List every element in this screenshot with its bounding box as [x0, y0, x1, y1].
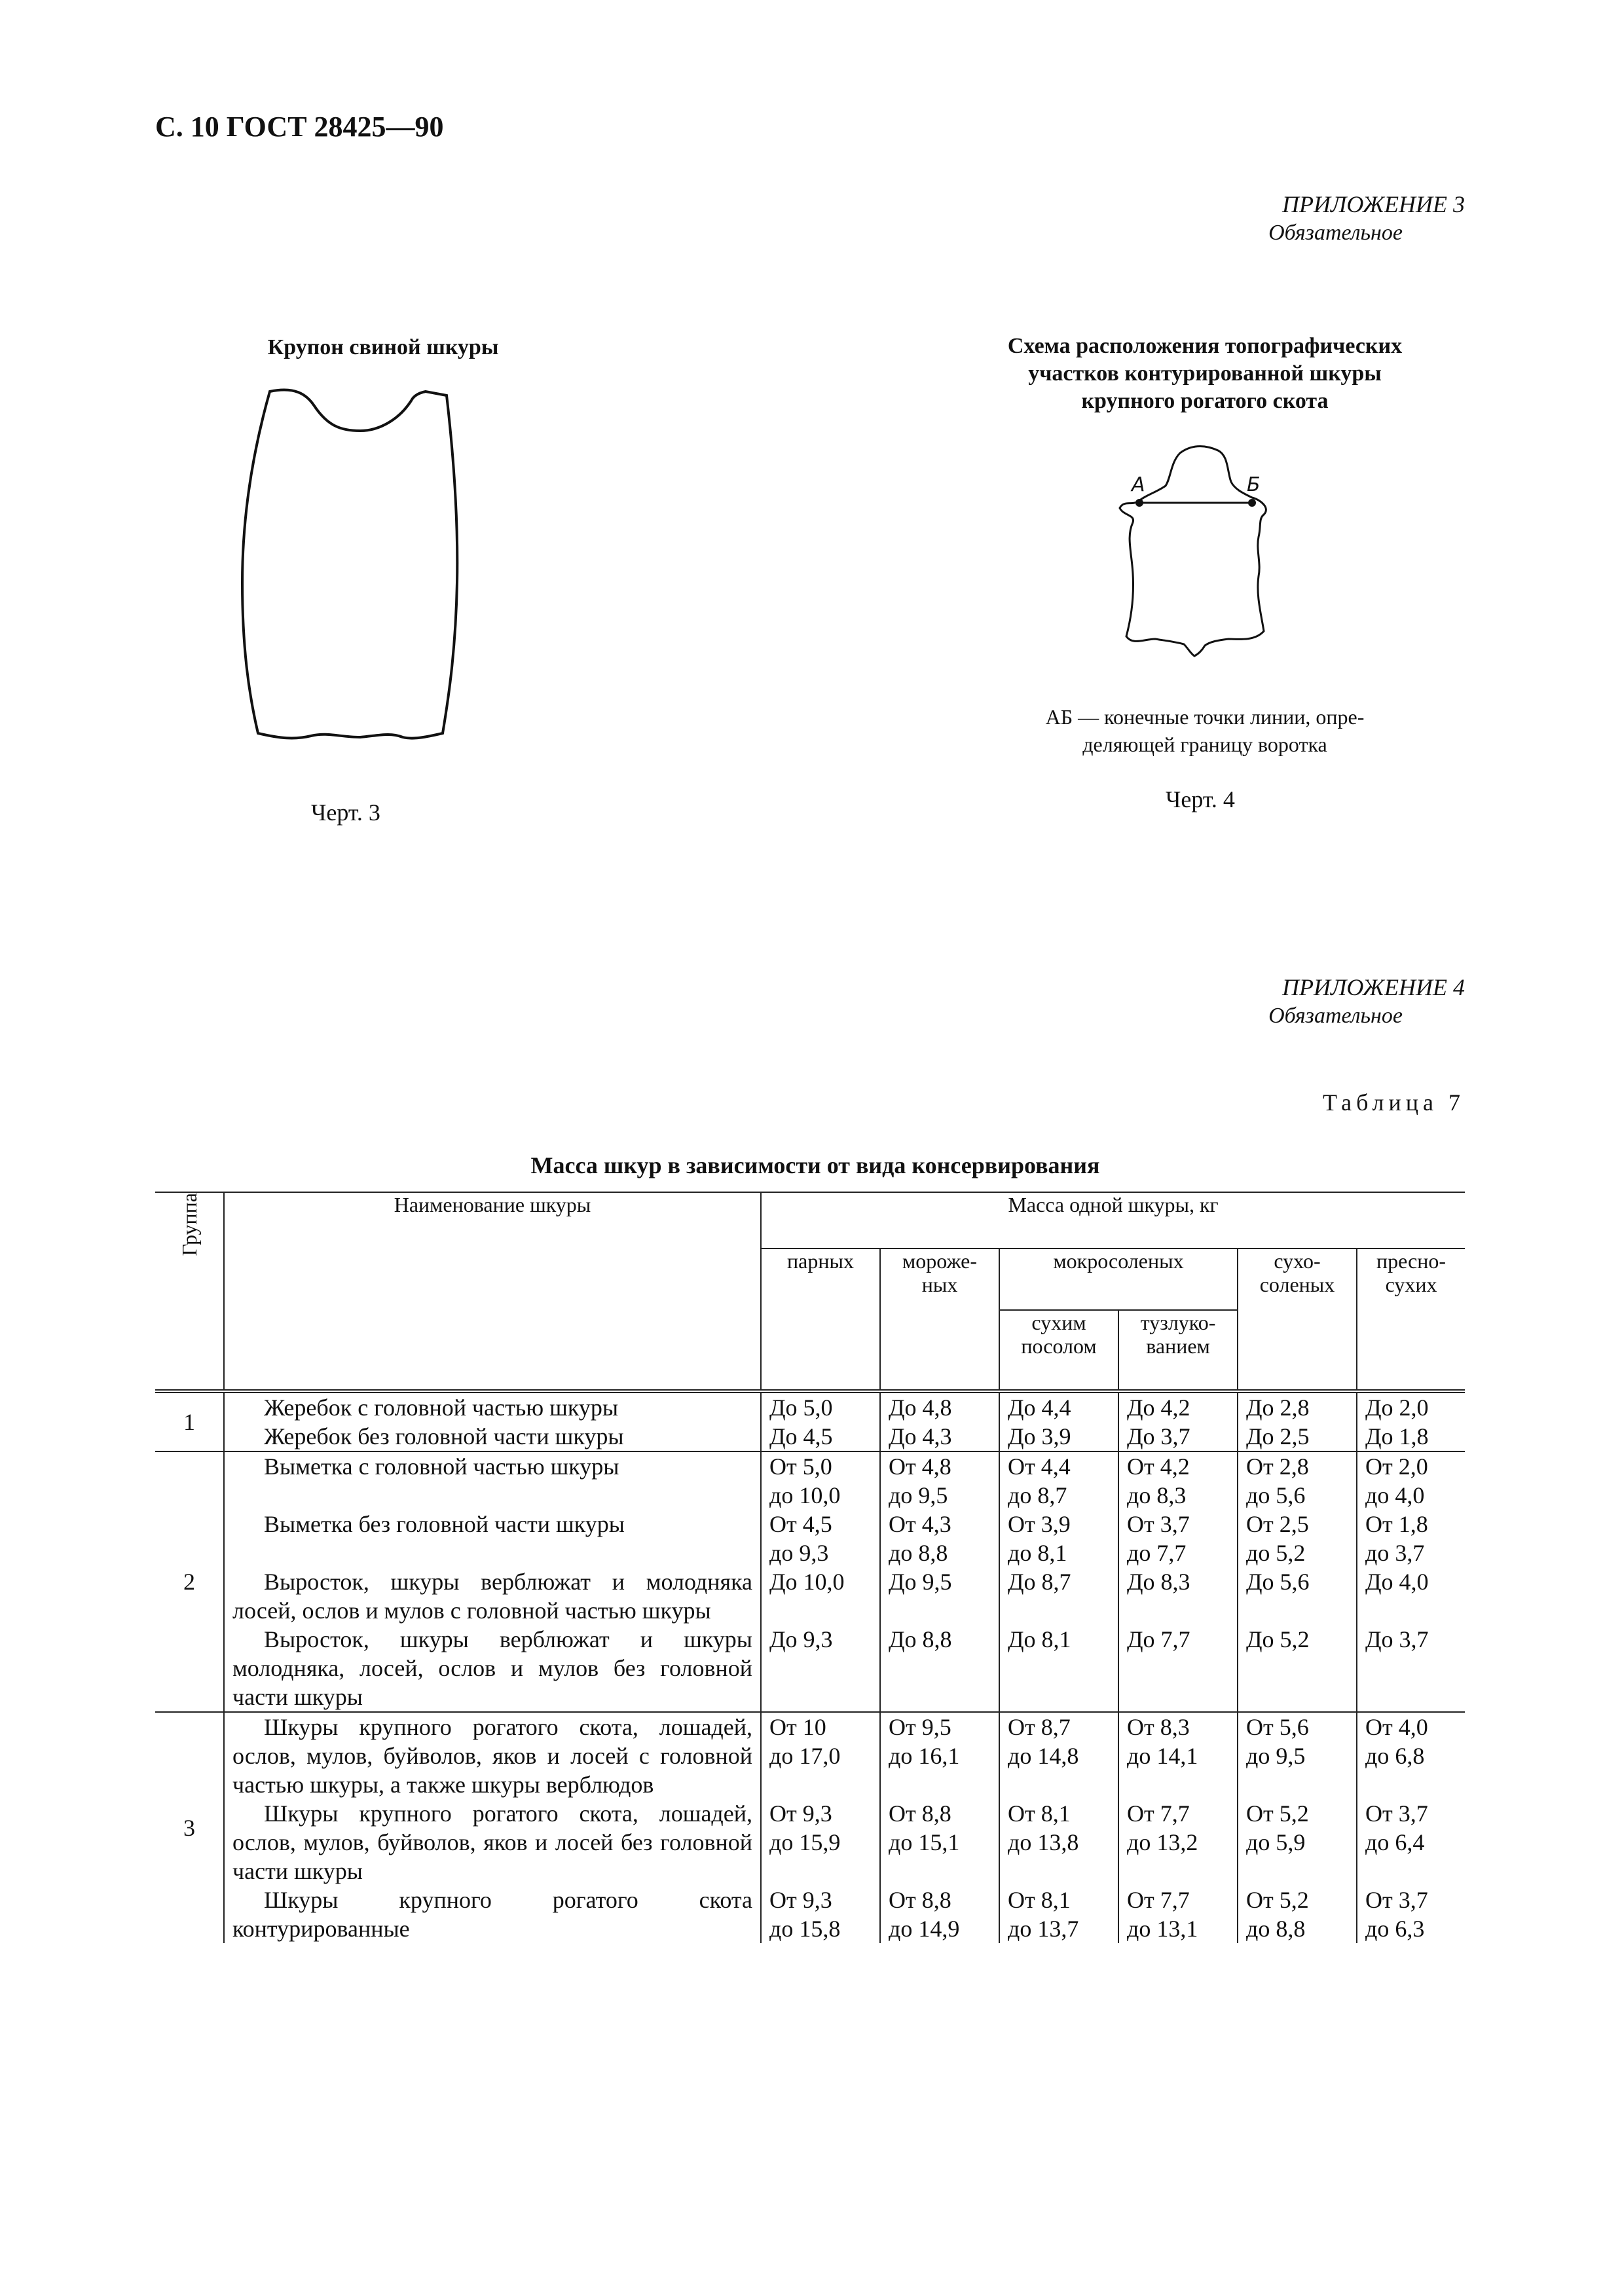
mass-value-cell: До 4,2: [1118, 1391, 1238, 1422]
table-row: [155, 1712, 1465, 1799]
hide-name-cell: Жеребок с головной частью шкуры: [224, 1391, 761, 1422]
mass-value-cell: От 5,2 до 5,9: [1238, 1799, 1357, 1886]
frozen-header: мороже- ных: [880, 1248, 999, 1391]
table-row: [155, 1567, 1465, 1625]
appendix-4-status: Обязательное: [1268, 1004, 1403, 1028]
pig-croupon-drawing: [242, 386, 478, 753]
mass-value-cell: От 8,7 до 14,8: [999, 1712, 1118, 1799]
appendix-3-title: ПРИЛОЖЕНИЕ 3: [1282, 191, 1465, 217]
mass-value-cell: До 1,8: [1357, 1422, 1465, 1451]
hide-name-cell: Шкуры крупного рогатого скота контурированные: [224, 1886, 761, 1943]
mass-value-cell: До 4,3: [880, 1422, 999, 1451]
hide-name-cell: Жеребок без головной части шкуры: [224, 1422, 761, 1451]
mass-value-cell: От 3,7 до 6,4: [1357, 1799, 1465, 1886]
mass-value-cell: До 4,8: [880, 1391, 999, 1422]
point-a-label: А: [1132, 473, 1145, 496]
mass-value-cell: От 9,5 до 16,1: [880, 1712, 999, 1799]
group-cell: 1: [183, 1409, 195, 1435]
mass-value-cell: От 4,4 до 8,7: [999, 1451, 1118, 1510]
table-row: [155, 1510, 1465, 1567]
mass-value-cell: До 9,5: [880, 1567, 999, 1625]
mass-value-cell: От 8,1 до 13,8: [999, 1799, 1118, 1886]
mass-value-cell: До 4,0: [1357, 1567, 1465, 1625]
fig4-note-line: деляющей границу воротка: [1082, 733, 1327, 756]
table-row: [155, 1799, 1465, 1886]
mass-value-cell: От 7,7 до 13,1: [1118, 1886, 1238, 1943]
wet-salted-header: мокросоленых: [999, 1248, 1238, 1310]
mass-value-cell: От 3,9 до 8,1: [999, 1510, 1118, 1567]
mass-table: [155, 1192, 1465, 1943]
hide-name-cell: Выметка без головной части шкуры: [224, 1510, 761, 1567]
mass-value-cell: От 4,0 до 6,8: [1357, 1712, 1465, 1799]
mass-value-cell: От 4,8 до 9,5: [880, 1451, 999, 1510]
fig4-title-line: Схема расположения топографических: [1007, 334, 1403, 358]
mass-value-cell: От 3,7 до 6,3: [1357, 1886, 1465, 1943]
mass-value-cell: От 3,7 до 7,7: [1118, 1510, 1238, 1567]
fig4-note-line: АБ — конечные точки линии, опре-: [1045, 705, 1365, 729]
mass-value-cell: До 8,1: [999, 1625, 1118, 1712]
mass-value-cell: До 7,7: [1118, 1625, 1238, 1712]
hide-name-cell: Шкуры крупного рогатого скота, лошадей, ослов, мулов, буйволов, яков и лосей без головной части шкуры: [224, 1799, 761, 1886]
mass-value-cell: От 2,8 до 5,6: [1238, 1451, 1357, 1510]
mass-value-cell: До 5,2: [1238, 1625, 1357, 1712]
mass-value-cell: От 2,5 до 5,2: [1238, 1510, 1357, 1567]
appendix-3-status: Обязательное: [1268, 221, 1403, 245]
fig3-caption: Черт. 3: [311, 799, 380, 826]
mass-value-cell: От 9,3 до 15,8: [761, 1886, 880, 1943]
paired-header: парных: [761, 1248, 880, 1391]
hide-name-cell: Выросток, шкуры верблюжат и шкуры молодняка, лосей, ослов и мулов без головной части шкуры: [224, 1625, 761, 1712]
mass-value-cell: До 8,3: [1118, 1567, 1238, 1625]
mass-value-cell: До 10,0: [761, 1567, 880, 1625]
mass-value-cell: От 9,3 до 15,9: [761, 1799, 880, 1886]
mass-value-cell: От 7,7 до 13,2: [1118, 1799, 1238, 1886]
cattle-hide-diagram: [1107, 445, 1290, 681]
brine-header: тузлуко- ванием: [1118, 1310, 1238, 1391]
fig4-note: [956, 703, 1454, 758]
mass-value-cell: До 8,7: [999, 1567, 1118, 1625]
group-header: Группа: [155, 1192, 224, 1391]
mass-value-cell: От 4,5 до 9,3: [761, 1510, 880, 1567]
mass-value-cell: От 4,3 до 8,8: [880, 1510, 999, 1567]
mass-value-cell: От 10 до 17,0: [761, 1712, 880, 1799]
mass-value-cell: До 2,8: [1238, 1391, 1357, 1422]
group-cell: 3: [183, 1815, 195, 1841]
mass-value-cell: До 5,6: [1238, 1567, 1357, 1625]
table-row: [155, 1451, 1465, 1510]
hide-name-cell: Шкуры крупного рогатого скота, лошадей, ослов, мулов, буйволов, яков и лосей с головной частью шкуры, а также шкуры верблюдов: [224, 1712, 761, 1799]
mass-header: Масса одной шкуры, кг: [761, 1192, 1465, 1248]
appendix-4-heading: [1268, 973, 1465, 1030]
mass-value-cell: От 8,8 до 15,1: [880, 1799, 999, 1886]
mass-value-cell: От 5,6 до 9,5: [1238, 1712, 1357, 1799]
mass-value-cell: До 9,3: [761, 1625, 880, 1712]
mass-value-cell: До 3,7: [1357, 1625, 1465, 1712]
table-title: Масса шкур в зависимости от вида консервирования: [530, 1152, 1100, 1178]
table-row: [155, 1391, 1465, 1422]
fig4-title-line: участков контурированной шкуры: [1028, 361, 1382, 386]
table-row: [155, 1422, 1465, 1451]
mass-value-cell: От 1,8 до 3,7: [1357, 1510, 1465, 1567]
dry-salt-header: сухим посолом: [999, 1310, 1118, 1391]
mass-value-cell: От 5,0 до 10,0: [761, 1451, 880, 1510]
table-body: [155, 1391, 1465, 1943]
mass-value-cell: От 2,0 до 4,0: [1357, 1451, 1465, 1510]
mass-value-cell: До 4,4: [999, 1391, 1118, 1422]
mass-value-cell: До 8,8: [880, 1625, 999, 1712]
mass-value-cell: От 8,1 до 13,7: [999, 1886, 1118, 1943]
hide-name-cell: Выросток, шкуры верблюжат и молодняка лосей, ослов и мулов с головной частью шкуры: [224, 1567, 761, 1625]
mass-value-cell: До 2,5: [1238, 1422, 1357, 1451]
mass-value-cell: От 8,3 до 14,1: [1118, 1712, 1238, 1799]
fresh-dry-header: пресно- сухих: [1357, 1248, 1465, 1391]
mass-value-cell: До 5,0: [761, 1391, 880, 1422]
page-header: С. 10 ГОСТ 28425—90: [155, 111, 444, 143]
table-number: Таблица 7: [1323, 1089, 1465, 1116]
table-row: [155, 1886, 1465, 1943]
table-row: [155, 1625, 1465, 1712]
mass-value-cell: До 2,0: [1357, 1391, 1465, 1422]
mass-value-cell: От 8,8 до 14,9: [880, 1886, 999, 1943]
name-header: Наименование шкуры: [224, 1192, 761, 1391]
point-b-label: Б: [1247, 473, 1261, 496]
hide-name-cell: Выметка с головной частью шкуры: [224, 1451, 761, 1510]
fig4-title: [904, 333, 1506, 415]
appendix-4-title: ПРИЛОЖЕНИЕ 4: [1282, 974, 1465, 1000]
fig3-title: Крупон свиной шкуры: [267, 335, 499, 359]
mass-value-cell: От 5,2 до 8,8: [1238, 1886, 1357, 1943]
appendix-3-heading: [1268, 190, 1465, 247]
mass-value-cell: До 3,9: [999, 1422, 1118, 1451]
group-cell: 2: [183, 1569, 195, 1595]
mass-value-cell: До 4,5: [761, 1422, 880, 1451]
mass-value-cell: От 4,2 до 8,3: [1118, 1451, 1238, 1510]
fig4-title-line: крупного рогатого скота: [1081, 389, 1329, 413]
dry-salted-header: сухо- соленых: [1238, 1248, 1357, 1391]
fig4-caption: Черт. 4: [1166, 786, 1235, 812]
mass-value-cell: До 3,7: [1118, 1422, 1238, 1451]
